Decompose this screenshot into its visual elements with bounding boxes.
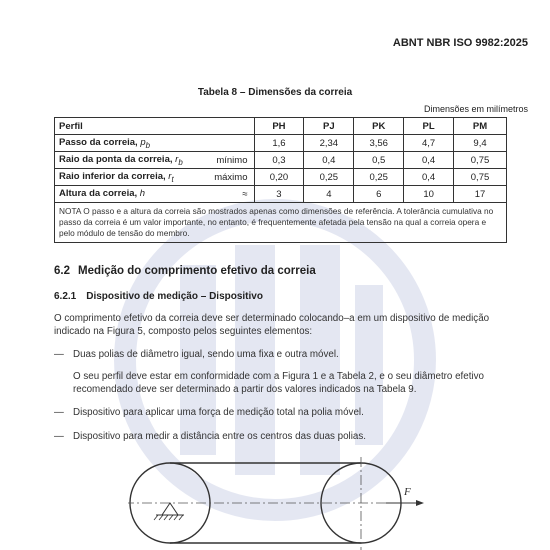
table-row [55, 152, 507, 169]
table-cell: 0,5 [354, 152, 404, 169]
list-dash: — [54, 431, 64, 442]
table-cell: 3 [254, 186, 304, 203]
table-cell: 0,4 [304, 152, 354, 169]
column-header: PJ [304, 118, 354, 135]
section-heading: 6.2 Medição do comprimento efetivo da correia [54, 265, 316, 277]
table-cell: 0,25 [304, 169, 354, 186]
table-row [55, 186, 507, 203]
table-cell: 0,4 [404, 152, 454, 169]
row-label: Raio inferior da correia, $r_t$ [55, 169, 205, 186]
list-dash: — [54, 349, 64, 360]
column-header: Perfil [55, 118, 255, 135]
list-item-detail: O seu perfil deve estar em conformidade com a Figura 1 e a Tabela 2, e o seu diâmetro efetivo recomendado deve ser determinado a partir dos valores indicados na Tabela 9. [73, 371, 484, 395]
row-label: Raio da ponta da correia, $r_b$ [55, 152, 205, 169]
column-header: PL [404, 118, 454, 135]
table-cell: 4 [304, 186, 354, 203]
standard-id-header: ABNT NBR ISO 9982:2025 [392, 37, 528, 49]
table-header-row [55, 118, 507, 135]
table-title: Tabela 8 – Dimensões da correia [197, 87, 353, 98]
list-item-text: Dispositivo para aplicar uma força de medição total na polia móvel. [73, 407, 364, 418]
table-cell: 2,34 [304, 135, 354, 152]
table-cell: 0,75 [454, 152, 507, 169]
column-header: PK [354, 118, 404, 135]
row-qualifier: máximo [204, 169, 254, 186]
force-arrow-icon [386, 500, 424, 506]
table-cell: 0,25 [354, 169, 404, 186]
fixed-support-icon [154, 503, 184, 520]
table-cell: 9,4 [454, 135, 507, 152]
table-note: NOTA O passo e a altura da correia são mostrados apenas como dimensões de referência. A tolerância cumulativa no passo da correia é um valor importante, no entanto, é frequentemente afetada pela tensão na qual a correia opera e pelo módulo de tensão do membro. [55, 203, 507, 243]
table-row [55, 169, 507, 186]
table-units: Dimensões em milímetros [423, 104, 528, 114]
table-cell: 6 [354, 186, 404, 203]
list-dash: — [54, 407, 64, 418]
table-note-row [55, 203, 507, 243]
table-cell: 10 [404, 186, 454, 203]
column-header: PH [254, 118, 304, 135]
list-item-text: Dispositivo para medir a distância entre os centros das duas polias. [73, 431, 366, 442]
measuring-fixture-figure [128, 455, 428, 550]
force-label: F [404, 486, 411, 498]
row-qualifier [204, 135, 254, 152]
row-label: Passo da correia, $p_b$ [55, 135, 205, 152]
table-row [55, 135, 507, 152]
table-cell: 17 [454, 186, 507, 203]
row-qualifier: ≈ [204, 186, 254, 203]
list-item-text: Duas polias de diâmetro igual, sendo uma fixa e outra móvel. [73, 349, 339, 360]
row-qualifier: mínimo [204, 152, 254, 169]
table-cell: 4,7 [404, 135, 454, 152]
belt-dimensions-table [54, 117, 507, 243]
table-cell: 0,4 [404, 169, 454, 186]
table-cell: 0,75 [454, 169, 507, 186]
column-header: PM [454, 118, 507, 135]
table-cell: 3,56 [354, 135, 404, 152]
intro-paragraph: O comprimento efetivo da correia deve ser determinado colocando–a em um dispositivo de medição indicado na Figura 5, composto pelos seguintes elementos: [54, 313, 490, 337]
table-cell: 0,20 [254, 169, 304, 186]
row-label: Altura da correia, h [55, 186, 205, 203]
table-cell: 1,6 [254, 135, 304, 152]
subsection-heading: 6.2.1 Dispositivo de medição – Dispositivo [54, 291, 263, 302]
table-cell: 0,3 [254, 152, 304, 169]
